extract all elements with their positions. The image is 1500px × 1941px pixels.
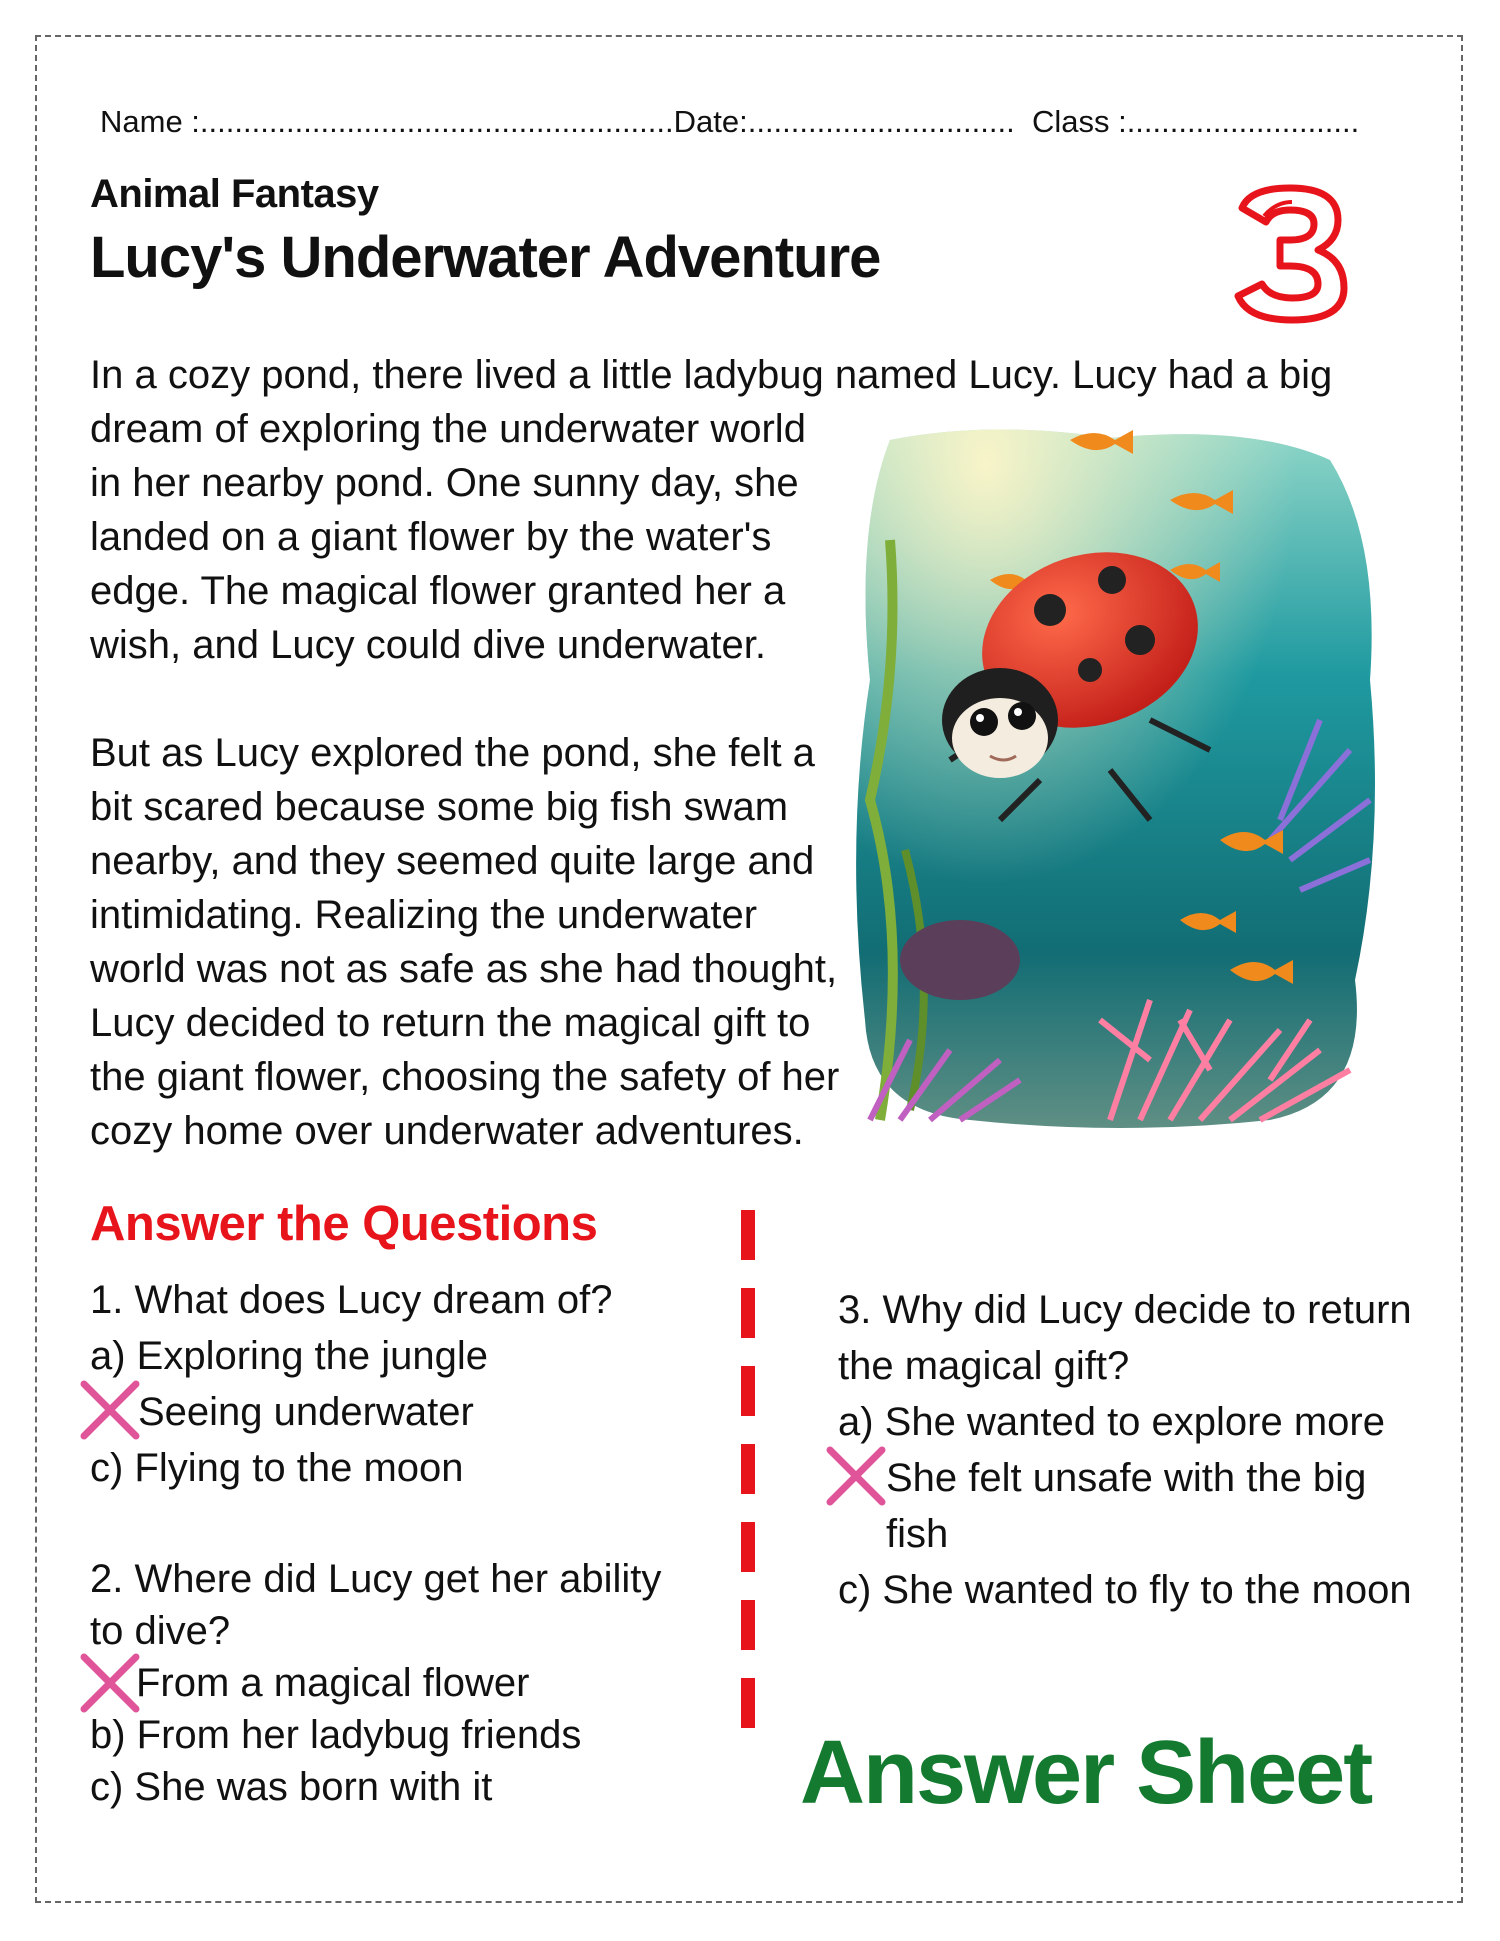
option-b-continuation: fish (886, 1512, 949, 1556)
grade-badge-icon (1220, 180, 1360, 325)
questions-section-title: Answer the Questions (90, 1197, 598, 1251)
ladybug-underwater-illustration (850, 420, 1380, 1132)
genre-label: Animal Fantasy (90, 172, 379, 216)
story-line: cozy home over underwater adventures. (90, 1109, 804, 1153)
option-text: Seeing underwater (138, 1390, 474, 1434)
class-field[interactable]: Class :........................... (1031, 104, 1360, 139)
story-line: Lucy decided to return the magical gift to (90, 1001, 811, 1045)
option-a-marked[interactable] (90, 1657, 661, 1709)
story-title: Lucy's Underwater Adventure (90, 225, 881, 290)
question-1 (90, 1272, 613, 1496)
option-b-marked[interactable] (838, 1450, 1412, 1506)
question-text: 2. Where did Lucy get her ability (90, 1557, 662, 1601)
x-mark-icon (78, 1378, 142, 1442)
question-text: 3. Why did Lucy decide to return (838, 1288, 1412, 1332)
story-line: In a cozy pond, there lived a little ladybug named Lucy. Lucy had a big (90, 353, 1333, 397)
option-a[interactable]: a) Exploring the jungle (90, 1334, 489, 1378)
story-line: bit scared because some big fish swam (90, 785, 789, 829)
question-text: the magical gift? (838, 1344, 1130, 1388)
question-text: to dive? (90, 1609, 231, 1653)
option-c[interactable]: c) Flying to the moon (90, 1446, 464, 1490)
answer-sheet-label: Answer Sheet (800, 1723, 1372, 1823)
x-mark-icon (824, 1444, 888, 1508)
story-line: landed on a giant flower by the water's (90, 515, 772, 559)
story-line: world was not as safe as she had thought, (90, 947, 838, 991)
option-a[interactable]: a) She wanted to explore more (838, 1400, 1385, 1444)
story-line: intimidating. Realizing the underwater (90, 893, 758, 937)
story-line: dream of exploring the underwater world (90, 407, 806, 451)
story-line: But as Lucy explored the pond, she felt a (90, 731, 815, 775)
option-text: She felt unsafe with the big (886, 1456, 1367, 1500)
option-b-marked[interactable] (90, 1384, 613, 1440)
option-c[interactable]: c) She was born with it (90, 1765, 493, 1809)
column-divider (741, 1210, 755, 1745)
question-2 (90, 1553, 661, 1813)
question-3 (838, 1282, 1412, 1618)
student-info-header (100, 104, 1410, 140)
story-line: the giant flower, choosing the safety of her (90, 1055, 840, 1099)
story-line: nearby, and they seemed quite large and (90, 839, 815, 883)
story-line: wish, and Lucy could dive underwater. (90, 623, 766, 667)
question-text: 1. What does Lucy dream of? (90, 1278, 613, 1322)
option-c[interactable]: c) She wanted to fly to the moon (838, 1568, 1412, 1612)
name-field[interactable]: Name :....................................................... (100, 104, 674, 139)
story-line: edge. The magical flower granted her a (90, 569, 786, 613)
x-mark-icon (78, 1651, 142, 1715)
option-text: From a magical flower (136, 1661, 530, 1705)
story-line: in her nearby pond. One sunny day, she (90, 461, 799, 505)
date-field[interactable]: Date:............................... (673, 104, 1015, 139)
option-b[interactable]: b) From her ladybug friends (90, 1713, 582, 1757)
